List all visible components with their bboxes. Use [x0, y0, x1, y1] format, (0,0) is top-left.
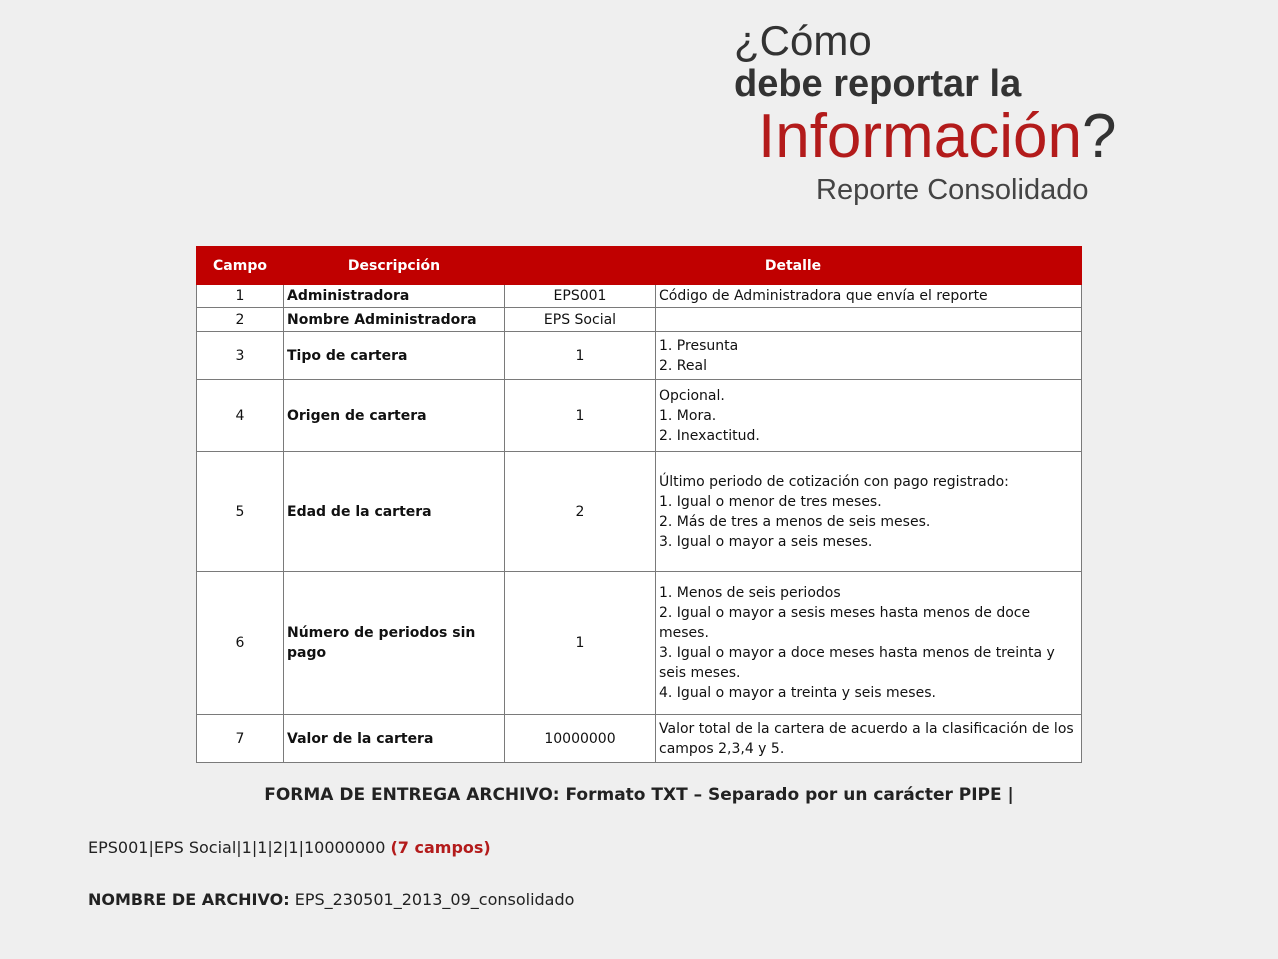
- cell-valor: EPS Social: [505, 308, 656, 332]
- detalle-line: 2. Igual o mayor a sesis meses hasta menos de doce meses.: [659, 605, 1031, 641]
- detalle-line: Opcional.: [659, 387, 725, 404]
- cell-campo: 3: [197, 332, 284, 380]
- table-row: [197, 572, 1082, 715]
- title-line-3: [758, 102, 1116, 172]
- delivery-format-note: FORMA DE ENTREGA ARCHIVO: Formato TXT – Separado por un carácter PIPE |: [264, 785, 1014, 805]
- cell-valor: 1: [505, 572, 656, 715]
- cell-valor: 2: [505, 452, 656, 572]
- table-row: [197, 332, 1082, 380]
- detalle-line: 1. Igual o menor de tres meses.: [659, 493, 882, 510]
- detalle-line: 3. Igual o mayor a seis meses.: [659, 533, 873, 550]
- cell-valor: 1: [505, 380, 656, 452]
- detalle-line: Código de Administradora que envía el reporte: [659, 288, 988, 304]
- fields-table: [196, 246, 1082, 763]
- cell-descripcion: Edad de la cartera: [284, 452, 505, 572]
- cell-campo: 4: [197, 380, 284, 452]
- cell-detalle: [656, 285, 1082, 308]
- detalle-line: 3. Igual o mayor a doce meses hasta menos de treinta y seis meses.: [659, 645, 1055, 681]
- detalle-line: 2. Más de tres a menos de seis meses.: [659, 513, 931, 530]
- cell-detalle: [656, 452, 1082, 572]
- cell-detalle: [656, 380, 1082, 452]
- column-header-campo: Campo: [197, 247, 284, 285]
- example-field-count: (7 campos): [390, 838, 491, 857]
- cell-descripcion: Nombre Administradora: [284, 308, 505, 332]
- cell-campo: 2: [197, 308, 284, 332]
- table-row: [197, 380, 1082, 452]
- cell-campo: 6: [197, 572, 284, 715]
- cell-campo: 1: [197, 285, 284, 308]
- title-line-1: ¿Cómo: [734, 17, 872, 64]
- table-row: [197, 452, 1082, 572]
- title-question-mark: ?: [1081, 102, 1117, 171]
- cell-descripcion: Administradora: [284, 285, 505, 308]
- cell-detalle: [656, 572, 1082, 715]
- detalle-line: 1. Menos de seis periodos: [659, 585, 841, 601]
- table-row: [197, 308, 1082, 332]
- detalle-line: Valor total de la cartera de acuerdo a la clasificación de los campos 2,3,4 y 5.: [659, 720, 1074, 757]
- file-name-value: EPS_230501_2013_09_consolidado: [294, 890, 575, 909]
- cell-descripcion: Tipo de cartera: [284, 332, 505, 380]
- table-row: [197, 285, 1082, 308]
- cell-descripcion: Número de periodos sin pago: [284, 572, 505, 715]
- cell-valor: 10000000: [505, 715, 656, 763]
- file-name-label: NOMBRE DE ARCHIVO:: [88, 890, 290, 909]
- detalle-line: Último periodo de cotización con pago registrado:: [659, 473, 1009, 490]
- detalle-line: 4. Igual o mayor a treinta y seis meses.: [659, 685, 936, 701]
- cell-campo: 7: [197, 715, 284, 763]
- cell-detalle: [656, 715, 1082, 763]
- file-name: [88, 890, 574, 909]
- title-highlight: Información: [758, 102, 1082, 171]
- detalle-line: 1. Mora.: [659, 407, 717, 424]
- detalle-line: 2. Inexactitud.: [659, 427, 760, 444]
- table-row: [197, 715, 1082, 763]
- column-header-detalle: Detalle: [505, 247, 1082, 285]
- example-line: EPS001|EPS Social|1|1|2|1|10000000: [88, 838, 386, 857]
- cell-detalle: [656, 308, 1082, 332]
- example-record: [88, 838, 491, 857]
- detalle-line: 2. Real: [659, 357, 707, 374]
- cell-campo: 5: [197, 452, 284, 572]
- cell-valor: EPS001: [505, 285, 656, 308]
- title-line-2: debe reportar la: [734, 63, 1022, 105]
- cell-descripcion: Origen de cartera: [284, 380, 505, 452]
- cell-detalle: [656, 332, 1082, 380]
- table-header-row: [197, 247, 1082, 285]
- cell-descripcion: Valor de la cartera: [284, 715, 505, 763]
- cell-valor: 1: [505, 332, 656, 380]
- column-header-descripcion: Descripción: [284, 247, 505, 285]
- slide-subtitle: Reporte Consolidado: [816, 174, 1089, 206]
- detalle-line: 1. Presunta: [659, 337, 739, 354]
